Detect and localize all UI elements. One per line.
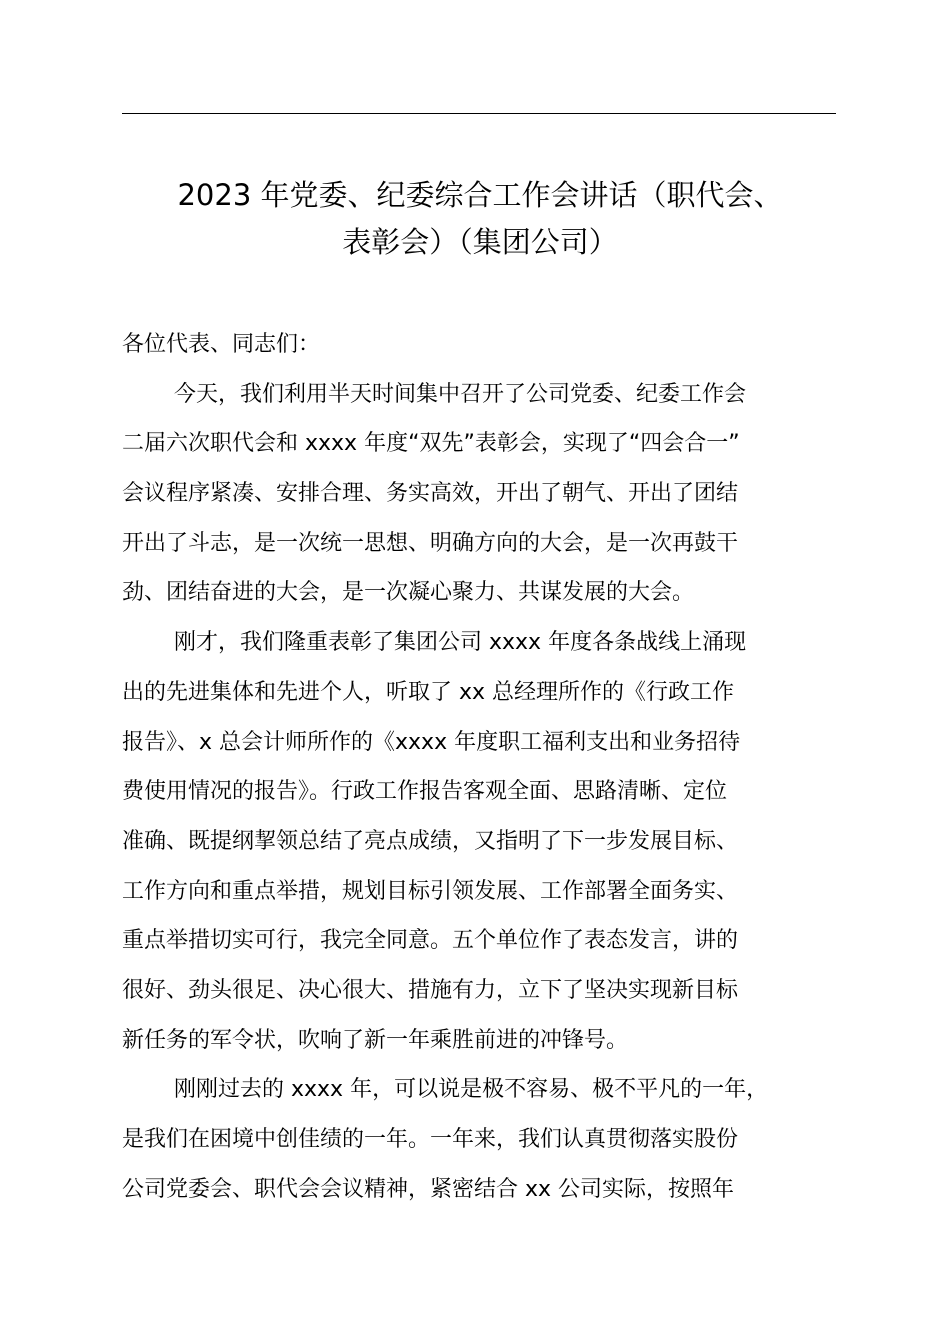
text-line: 出的先进集体和先进个人，听取了 xx 总经理所作的《行政工作 — [122, 679, 735, 705]
text-line: 今天，我们利用半天时间集中召开了公司党委、纪委工作会 — [174, 381, 747, 407]
text-line: 劲、团结奋进的大会，是一次凝心聚力、共谋发展的大会。 — [122, 580, 695, 606]
text-line: 很好、劲头很足、决心很大、措施有力，立下了坚决实现新目标 — [122, 977, 739, 1003]
paragraph-1 — [122, 370, 862, 618]
text-line: 会议程序紧凑、安排合理、务实高效，开出了朝气、开出了团结 — [122, 481, 739, 507]
paragraph-2 — [122, 618, 862, 1065]
paragraph-3 — [122, 1065, 862, 1214]
title-line: 表彰会）（集团公司） — [342, 225, 618, 259]
text-line: 费使用情况的报告》。行政工作报告客观全面、思路清晰、定位 — [122, 779, 728, 805]
text-line: 刚刚过去的 xxxx 年，可以说是极不容易、极不平凡的一年， — [174, 1077, 769, 1103]
header-rule — [122, 113, 836, 114]
salutation: 各位代表、同志们： — [122, 332, 321, 357]
text-line: 重点举措切实可行，我完全同意。五个单位作了表态发言，讲的 — [122, 928, 739, 954]
text-line: 工作方向和重点举措，规划目标引领发展、工作部署全面务实、 — [122, 878, 739, 904]
text-line: 是我们在困境中创佳绩的一年。一年来，我们认真贯彻落实股份 — [122, 1127, 739, 1152]
text-line: 二届六次职代会和 xxxx 年度“双先”表彰会，实现了“四会合一” — [122, 431, 740, 457]
title-line: 2023 年党委、纪委综合工作会讲话（职代会、 — [177, 178, 783, 212]
text-line: 报告》、x 总会计师所作的《xxxx 年度职工福利支出和业务招待 — [122, 729, 741, 755]
text-line: 开出了斗志，是一次统一思想、明确方向的大会，是一次再鼓干 — [122, 530, 739, 556]
text-line: 刚才，我们隆重表彰了集团公司 xxxx 年度各条战线上涌现 — [174, 630, 747, 656]
text-line: 准确、既提纲挈领总结了亮点成绩，又指明了下一步发展目标、 — [122, 828, 739, 854]
document-body — [122, 320, 862, 1214]
text-line: 公司党委会、职代会会议精神，紧密结合 xx 公司实际，按照年 — [122, 1176, 735, 1202]
document-title — [110, 172, 850, 266]
text-line: 新任务的军令状，吹响了新一年乘胜前进的冲锋号。 — [122, 1027, 629, 1053]
